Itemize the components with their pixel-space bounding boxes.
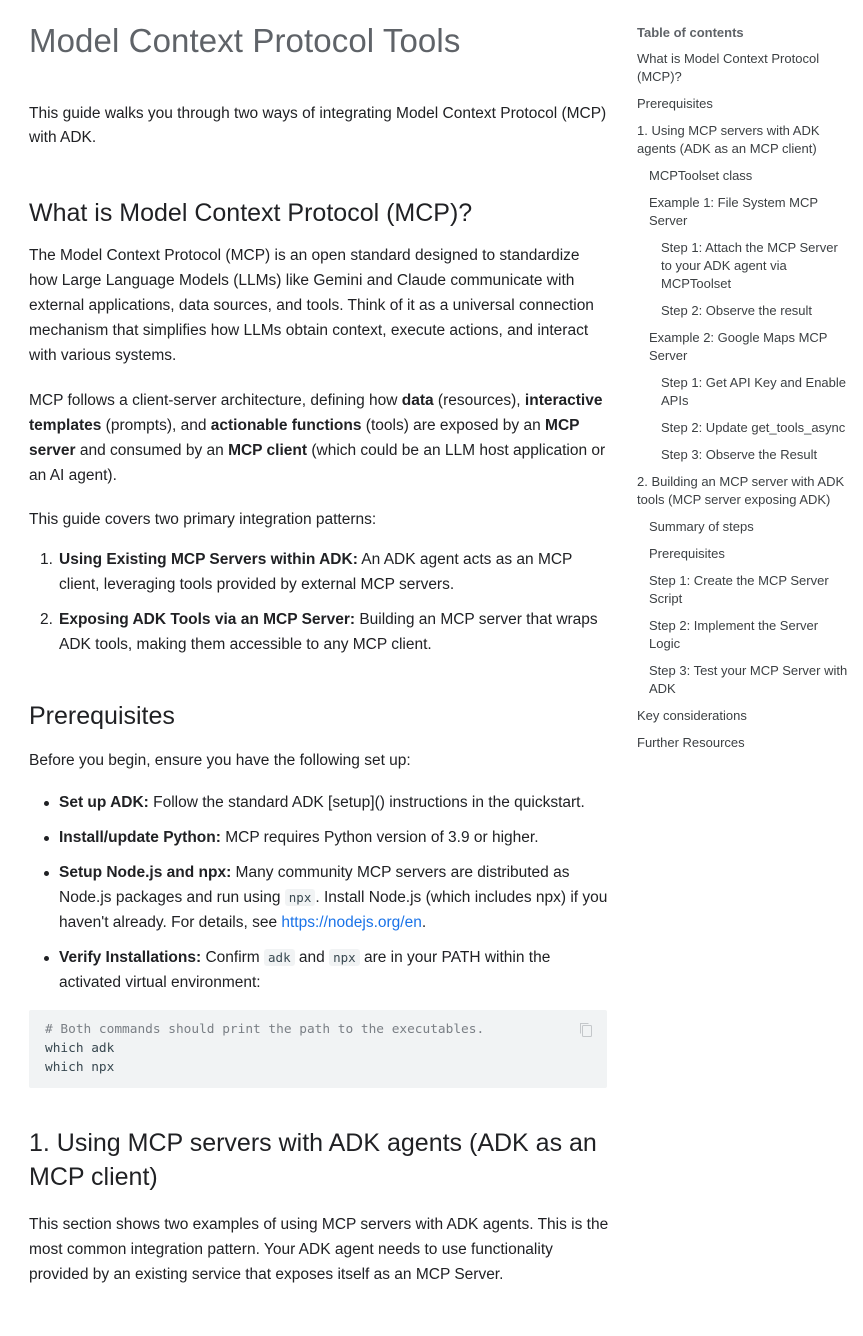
bold-mcp-client: MCP client bbox=[228, 442, 308, 459]
what-is-mcp-paragraph: The Model Context Protocol (MCP) is an open standard designed to standardize how Large Language Models (LLMs) like Gemini and Claude communicate with external applications, data sources, and tools. Think of it as a universal connection mechanism that simplifies how LLMs obtain context, execute actions, and interact with various systems. bbox=[29, 247, 594, 364]
toc-item[interactable]: Example 1: File System MCP Server bbox=[649, 195, 818, 228]
table-of-contents bbox=[637, 24, 849, 761]
toc-title: Table of contents bbox=[637, 25, 744, 40]
code-block bbox=[29, 1010, 607, 1088]
toc-item[interactable]: Prerequisites bbox=[649, 546, 725, 561]
list-item: Verify Installations: Confirm adk and npx are in your PATH within the activated virtual environment: bbox=[29, 945, 609, 995]
patterns-list bbox=[29, 547, 609, 667]
bold-mcp-server: MCP server bbox=[29, 417, 580, 459]
bold-interactive-templates: interactive templates bbox=[29, 392, 603, 434]
list-item: Setup Node.js and npx: Many community MCP servers are distributed as Node.js packages and run using npx . Install Node.js (which includes npx) if you haven't already. For details, see https://nodejs.org/en. bbox=[29, 860, 609, 935]
toc-item[interactable]: Step 1: Get API Key and Enable APIs bbox=[661, 375, 847, 408]
inline-code-npx: npx bbox=[285, 889, 316, 906]
copy-icon[interactable] bbox=[579, 1022, 593, 1038]
inline-code-npx: npx bbox=[329, 949, 360, 966]
architecture-paragraph: MCP follows a client-server architecture, defining how data (resources), interactive templates (prompts), and actionable functions (tools) are exposed by an MCP server and consumed by an MCP client (which could be an LLM host application or an AI agent). bbox=[29, 392, 606, 484]
heading-what-is-mcp: What is Model Context Protocol (MCP)? bbox=[29, 199, 473, 227]
patterns-intro: This guide covers two primary integration patterns: bbox=[29, 511, 377, 528]
toc-item[interactable]: Step 3: Observe the Result bbox=[661, 447, 818, 462]
list-item: 2. Exposing ADK Tools via an MCP Server: Building an MCP server that wraps ADK tools, making them accessible to any MCP client. bbox=[40, 611, 598, 653]
prereq-list bbox=[29, 790, 609, 1005]
bold-actionable-functions: actionable functions bbox=[210, 417, 362, 434]
list-item: Set up ADK: Follow the standard ADK [setup]() instructions in the quickstart. bbox=[29, 790, 609, 815]
prereq-intro: Before you begin, ensure you have the following set up: bbox=[29, 752, 411, 769]
heading-using-mcp-servers: 1. Using MCP servers with ADK agents (ADK as an MCP client) bbox=[29, 1129, 597, 1191]
toc-item[interactable]: 1. Using MCP servers with ADK agents (ADK as an MCP client) bbox=[637, 123, 820, 156]
code-line: which npx bbox=[45, 1060, 115, 1075]
toc-item[interactable]: Example 2: Google Maps MCP Server bbox=[649, 330, 828, 363]
list-item: Install/update Python: MCP requires Python version of 3.9 or higher. bbox=[29, 825, 609, 850]
inline-code-adk: adk bbox=[264, 949, 295, 966]
heading-prerequisites: Prerequisites bbox=[29, 702, 175, 730]
toc-item[interactable]: Step 2: Update get_tools_async bbox=[661, 420, 846, 435]
toc-item[interactable]: Summary of steps bbox=[649, 519, 754, 534]
nodejs-link[interactable]: https://nodejs.org/en bbox=[281, 914, 422, 931]
toc-item[interactable]: 2. Building an MCP server with ADK tools (MCP server exposing ADK) bbox=[637, 474, 845, 507]
using-mcp-paragraph: This section shows two examples of using MCP servers with ADK agents. This is the most common integration pattern. Your ADK agent needs to use functionality provided by an existing service that exposes itself as an MCP Server. bbox=[29, 1216, 609, 1283]
code-comment: # Both commands should print the path to the executables. bbox=[45, 1022, 485, 1037]
toc-item[interactable]: Step 2: Implement the Server Logic bbox=[649, 618, 819, 651]
toc-item[interactable]: Step 1: Create the MCP Server Script bbox=[649, 573, 829, 606]
toc-item[interactable]: Key considerations bbox=[637, 708, 747, 723]
page-title: Model Context Protocol Tools bbox=[29, 22, 461, 59]
toc-item[interactable]: Further Resources bbox=[637, 735, 745, 750]
toc-item[interactable]: Step 1: Attach the MCP Server to your ADK agent via MCPToolset bbox=[661, 240, 838, 291]
code-line: which adk bbox=[45, 1041, 115, 1056]
toc-item[interactable]: Step 3: Test your MCP Server with ADK bbox=[649, 663, 848, 696]
toc-item[interactable]: MCPToolset class bbox=[649, 168, 753, 183]
toc-item[interactable]: Prerequisites bbox=[637, 96, 713, 111]
bold-data: data bbox=[401, 392, 434, 409]
toc-item[interactable]: Step 2: Observe the result bbox=[661, 303, 813, 318]
list-item: 1. Using Existing MCP Servers within ADK: An ADK agent acts as an MCP client, leveraging tools provided by external MCP servers. bbox=[40, 551, 573, 593]
intro-paragraph: This guide walks you through two ways of integrating Model Context Protocol (MCP) with ADK. bbox=[29, 105, 607, 146]
toc-item[interactable]: What is Model Context Protocol (MCP)? bbox=[637, 51, 820, 84]
